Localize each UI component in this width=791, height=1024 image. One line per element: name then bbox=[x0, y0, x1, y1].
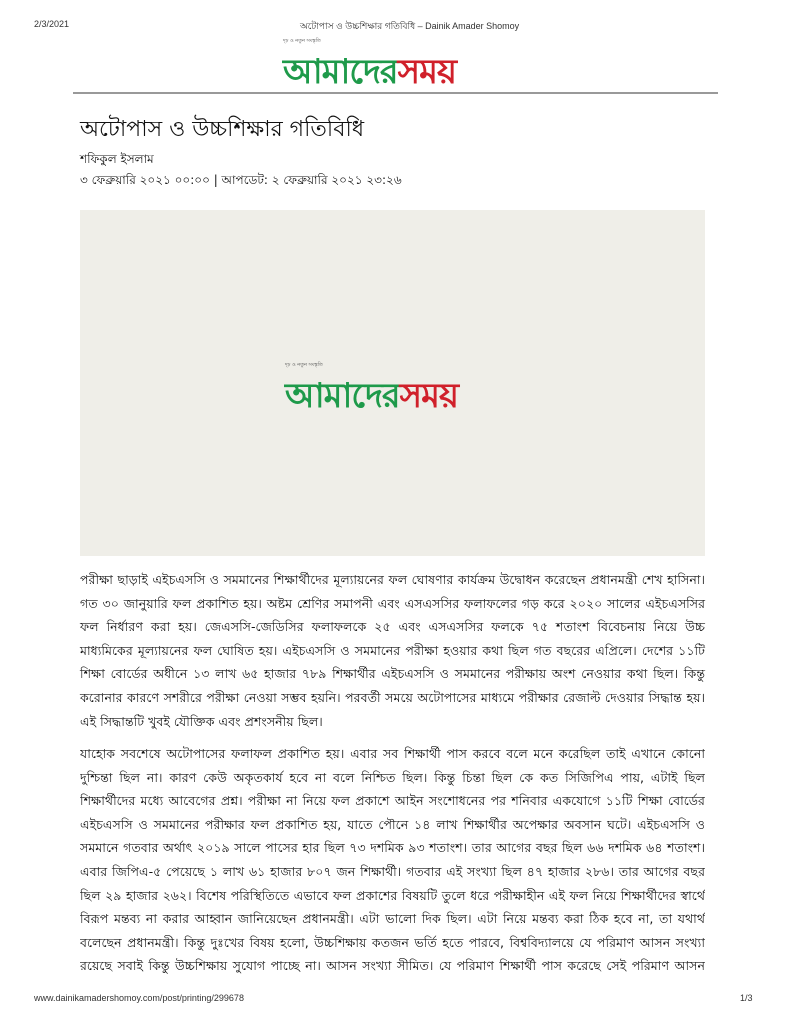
print-page-title: অটোপাস ও উচ্চশিক্ষার গতিবিধি – Dainik Amader Shomoy bbox=[300, 21, 520, 31]
logo-part-red: সময় bbox=[397, 52, 456, 92]
placeholder-logo-green: আমাদের bbox=[285, 376, 400, 416]
article-paragraph: পরীক্ষা ছাড়াই এইচএসসি ও সমমানের শিক্ষার্থীদের মূল্যায়নের ফল ঘোষণার কার্যক্রম উদ্বোধন করেছেন প্রধানমন্ত্রী শেখ হাসিনা। গত ৩০ জানুয়ারি ফল প্রকাশিত হয়। অষ্টম শ্রেণির সমাপনী এবং এসএসসির ফলাফলের গড় করে ২০২০ সালের এইচএসসির ফল নির্ধারণ করা হয়। জেএসসি-জেডিসির ফলাফলকে ২৫ এবং এসএসসির ফলকে ৭৫ শতাংশ বিবেচনায় নিয়ে উচ্চ মাধ্যমিকের মূল্যায়নের ফল ঘোষিত হয়। এইচএসসি ও সমমানের পরীক্ষা হওয়ার কথা ছিল গত বছরের এপ্রিলে। দেশের ১১টি শিক্ষা বোর্ডের অধীনে ১৩ লাখ ৬৫ হাজার ৭৮৯ শিক্ষার্থীর এইচএসসি ও সমমানের পরীক্ষায় অংশ নেওয়ার কথা ছিল। কিন্তু করোনার কারণে সশরীরে পরীক্ষা নেওয়া সম্ভব হয়নি। পরবর্তী সময়ে অটোপাসের মাধ্যমে পরীক্ষার রেজাল্ট দেওয়ার সিদ্ধান্ত হয়। এই সিদ্ধান্তটি খুবই যৌক্তিক এবং প্রশংসনীয় ছিল। bbox=[80, 572, 705, 729]
article-author: শফিকুল ইসলাম bbox=[80, 152, 154, 166]
print-date: 2/3/2021 bbox=[34, 19, 70, 29]
placeholder-logo bbox=[285, 362, 458, 427]
logo-tagline: দৃঢ় ও নতুন সংস্কৃতি bbox=[283, 38, 321, 44]
article-title: অটোপাস ও উচ্চশিক্ষার গতিবিধি bbox=[80, 117, 365, 142]
placeholder-logo-tagline: দৃঢ় ও নতুন সংস্কৃতি bbox=[285, 362, 323, 368]
header-divider bbox=[73, 92, 718, 94]
placeholder-logo-red: সময় bbox=[399, 376, 458, 416]
article-paragraph: যাহোক সবশেষে অটোপাসের ফলাফল প্রকাশিত হয়। এবার সব শিক্ষার্থী পাস করবে বলে মনে করেছিল তাই এখানে কোনো দুশ্চিন্তা ছিল না। কারণ কেউ অকৃতকার্য হবে না বলে নিশ্চিত ছিল। কিন্তু চিন্তা ছিল কে কত সিজিপিএ পায়, এটাই ছিল শিক্ষার্থীদের মধ্যে আবেগের প্রশ্ন। পরীক্ষা না নিয়ে ফল প্রকাশে আইন সংশোধনের পর শনিবার একযোগে ১১টি শিক্ষা বোর্ডের এইচএসসি ও সমমানের পরীক্ষার ফল প্রকাশিত হয়, যাতে পৌনে ১৪ লাখ শিক্ষার্থীর অপেক্ষার অবসান ঘটে। এইচএসসি ও সমমানে গতবার অর্থাৎ ২০১৯ সালে পাসের হার ছিল ৭৩ দশমিক ৯৩ শতাংশ। তার আগের বছর ছিল ৬৬ দশমিক ৬৪ শতাংশ। এবার জিপিএ-৫ পেয়েছে ১ লাখ ৬১ হাজার ৮০৭ জন শিক্ষার্থী। গতবার এই সংখ্যা ছিল ৪৭ হাজার ২৮৬। তার আগের বছর ছিল ২৯ হাজার ২৬২। বিশেষ পরিস্থিতিতে এভাবে ফল প্রকাশের বিষয়টি তুলে ধরে পরীক্ষাহীন এই ফল নিয়ে শিক্ষার্থীদের স্বার্থে বিরূপ মন্তব্য না করার আহ্বান জানিয়েছেন প্রধানমন্ত্রী। এটা ভালো দিক ছিল। এটা নিয়ে মন্তব্য করা ঠিক হবে না, তা যথার্থ বলেছেন প্রধানমন্ত্রী। কিন্তু দুঃখের বিষয় হলো, উচ্চশিক্ষায় কতজন ভর্তি হতে পারবে, বিশ্ববিদ্যালয়ে যে পরিমাণ আসন সংখ্যা রয়েছে সবাই কিন্তু উচ্চশিক্ষায় সুযোগ পাচ্ছে না। আসন সংখ্যা সীমিত। যে পরিমাণ শিক্ষার্থী পাস করেছে সেই পরিমাণ আসন bbox=[80, 746, 705, 974]
print-url: www.dainikamadershomoy.com/post/printing/299678 bbox=[34, 993, 244, 1003]
print-page-number: 1/3 bbox=[740, 993, 753, 1003]
article-dateline: ৩ ফেব্রুয়ারি ২০২১ ০০:০০ | আপডেট: ২ ফেব্রুয়ারি ২০২১ ২৩:২৬ bbox=[80, 173, 402, 187]
logo-part-green: আমাদের bbox=[283, 52, 398, 92]
article-image-placeholder bbox=[80, 210, 705, 556]
